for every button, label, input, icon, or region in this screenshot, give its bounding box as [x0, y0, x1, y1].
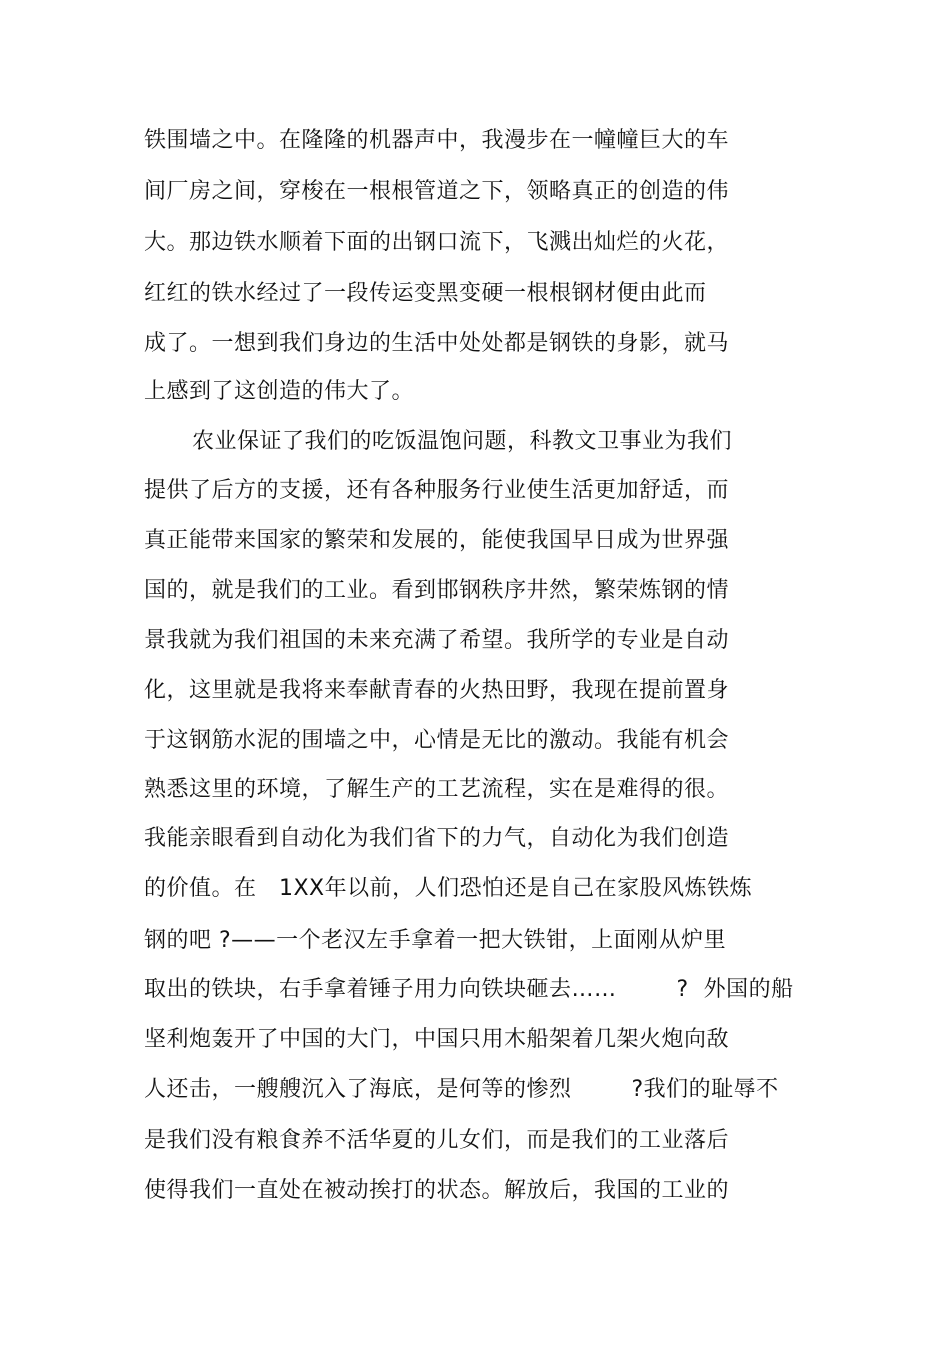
text-line: 化，这里就是我将来奉献青春的火热田野，我现在提前置身	[144, 678, 730, 703]
text-line: 提供了后方的支援，还有各种服务行业使生活更加舒适，而	[144, 478, 730, 503]
text-line: 铁围墙之中。在隆隆的机器声中，我漫步在一幢幢巨大的车	[144, 128, 730, 153]
text-line: 取出的铁块，右手拿着锤子用力向铁块砸去…… ? 外国的船	[144, 977, 794, 1002]
text-line: 使得我们一直处在被动挨打的状态。解放后，我国的工业的	[144, 1178, 730, 1203]
text-line: 坚利炮轰开了中国的大门，中国只用木船架着几架火炮向敌	[144, 1027, 730, 1052]
text-line: 熟悉这里的环境，了解生产的工艺流程，实在是难得的很。	[144, 777, 730, 802]
text-line: 钢的吧 ?——一个老汉左手拿着一把大铁钳，上面刚从炉里	[144, 928, 727, 953]
text-line: 真正能带来国家的繁荣和发展的，能使我国早日成为世界强	[144, 528, 730, 553]
text-line: 大。那边铁水顺着下面的出钢口流下，飞溅出灿烂的火花，	[144, 230, 730, 255]
text-line: 的价值。在 1XX年以前，人们恐怕还是自己在家股风炼铁炼	[144, 876, 753, 901]
text-line: 于这钢筋水泥的围墙之中，心情是无比的激动。我能有机会	[144, 728, 730, 753]
text-line: 成了。一想到我们身边的生活中处处都是钢铁的身影，就马	[144, 331, 730, 356]
text-line: 上感到了这创造的伟大了。	[144, 379, 415, 404]
text-line: 是我们没有粮食养不活华夏的儿女们，而是我们的工业落后	[144, 1128, 730, 1153]
paragraph-first-line: 农业保证了我们的吃饭温饱问题，科教文卫事业为我们	[192, 429, 733, 454]
text-line: 景我就为我们祖国的未来充满了希望。我所学的专业是自动	[144, 628, 730, 653]
text-line: 我能亲眼看到自动化为我们省下的力气，自动化为我们创造	[144, 826, 730, 851]
text-line: 红红的铁水经过了一段传运变黑变硬一根根钢材便由此而	[144, 281, 707, 306]
text-line: 人还击，一艘艘沉入了海底，是何等的惨烈 ?我们的耻辱不	[144, 1077, 779, 1102]
text-line: 国的，就是我们的工业。看到邯钢秩序井然，繁荣炼钢的情	[144, 578, 730, 603]
text-line: 间厂房之间，穿梭在一根根管道之下，领略真正的创造的伟	[144, 179, 730, 204]
